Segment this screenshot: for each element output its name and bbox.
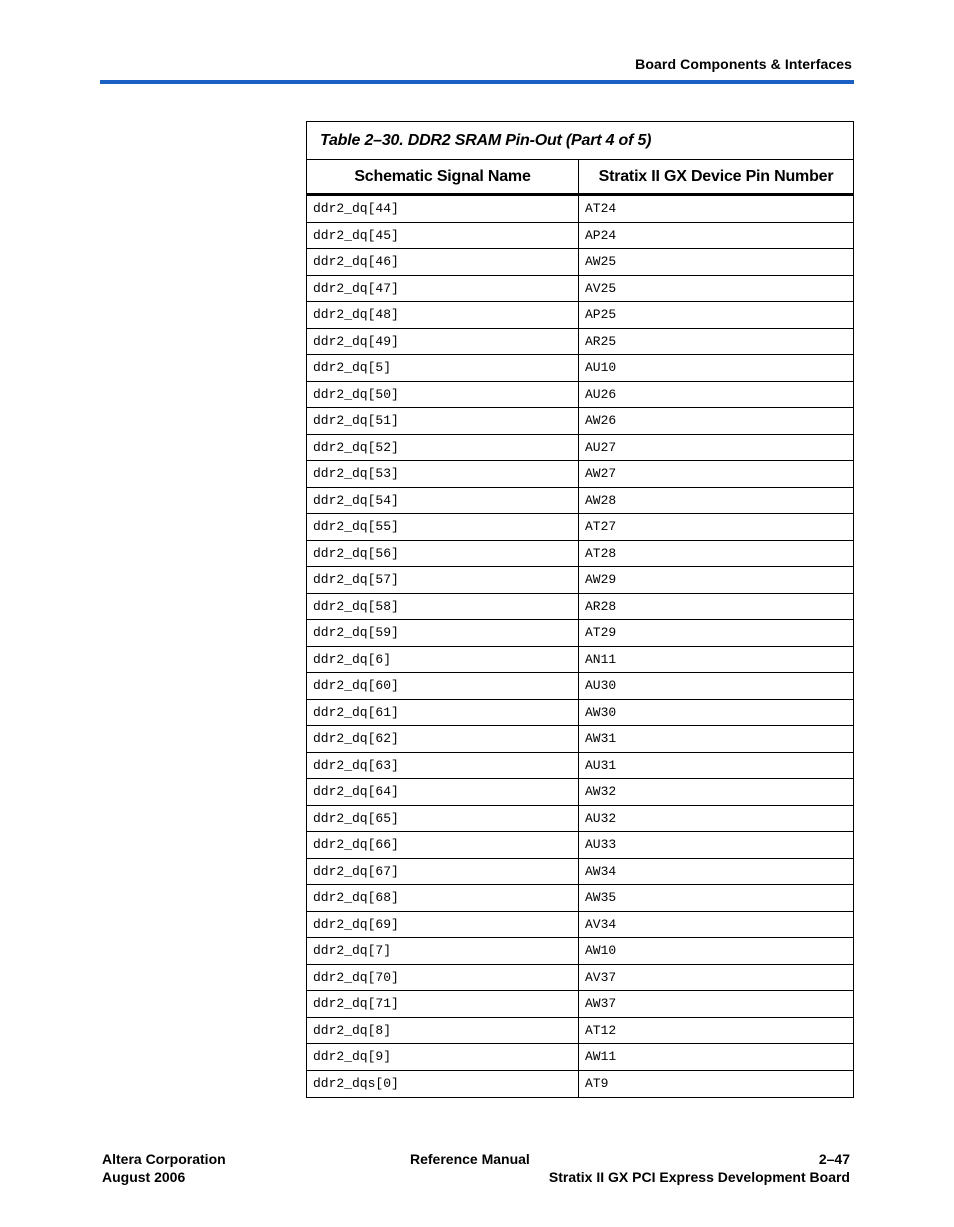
table-row [307, 567, 853, 594]
table-row [307, 832, 853, 859]
table-caption: Table 2–30. DDR2 SRAM Pin-Out (Part 4 of 5) [307, 122, 853, 160]
pin-number-cell: AN11 [585, 651, 617, 667]
table-row [307, 223, 853, 250]
pin-number-cell: AW30 [585, 704, 617, 720]
pin-number-cell: AW32 [585, 784, 617, 799]
footer-date: August 2006 [102, 1169, 186, 1185]
pin-number-cell: AW26 [585, 413, 617, 428]
signal-name-cell: ddr2_dq[71] [307, 991, 579, 1017]
header-rule [100, 80, 854, 84]
pin-number-cell: AW35 [585, 890, 617, 905]
table-body [307, 196, 853, 1097]
table-row [307, 700, 853, 727]
pinout-table [306, 121, 854, 1098]
table-row [307, 965, 853, 992]
signal-name-cell: ddr2_dq[44] [307, 196, 579, 222]
signal-name-cell: ddr2_dq[53] [307, 461, 579, 487]
table-row [307, 673, 853, 700]
table-row [307, 753, 853, 780]
signal-name-cell: ddr2_dq[7] [307, 938, 579, 964]
signal-name-cell: ddr2_dqs[0] [307, 1071, 579, 1098]
table-row [307, 647, 853, 674]
signal-name-cell: ddr2_dq[57] [307, 567, 579, 593]
pin-number-cell: AU26 [585, 386, 617, 402]
signal-name-cell: ddr2_dq[60] [307, 673, 579, 699]
pin-number-cell: AU10 [585, 360, 617, 375]
signal-name-cell: ddr2_dq[9] [307, 1044, 579, 1070]
table-row [307, 435, 853, 462]
pin-number-cell: AP25 [585, 307, 617, 322]
table-row [307, 885, 853, 912]
table-row [307, 382, 853, 409]
pin-number-cell: AT9 [585, 1075, 609, 1091]
pin-number-cell: AR28 [585, 598, 617, 614]
column-header-pin-number: Stratix II GX Device Pin Number [598, 168, 834, 185]
signal-name-cell: ddr2_dq[66] [307, 832, 579, 858]
signal-name-cell: ddr2_dq[59] [307, 620, 579, 646]
table-row [307, 594, 853, 621]
footer-company: Altera Corporation [102, 1151, 226, 1167]
signal-name-cell: ddr2_dq[49] [307, 329, 579, 355]
pin-number-cell: AU33 [585, 837, 617, 852]
table-row [307, 408, 853, 435]
signal-name-cell: ddr2_dq[46] [307, 249, 579, 275]
signal-name-cell: ddr2_dq[67] [307, 859, 579, 885]
table-row [307, 461, 853, 488]
signal-name-cell: ddr2_dq[5] [307, 355, 579, 381]
signal-name-cell: ddr2_dq[58] [307, 594, 579, 620]
table-row [307, 806, 853, 833]
signal-name-cell: ddr2_dq[50] [307, 382, 579, 408]
footer-left [102, 1150, 226, 1186]
signal-name-cell: ddr2_dq[62] [307, 726, 579, 752]
table-row [307, 196, 853, 223]
pin-number-cell: AU31 [585, 757, 617, 773]
table-row [307, 991, 853, 1018]
column-header-signal-name: Schematic Signal Name [307, 160, 579, 193]
pin-number-cell: AU27 [585, 439, 617, 455]
table-row [307, 1044, 853, 1071]
signal-name-cell: ddr2_dq[69] [307, 912, 579, 938]
signal-name-cell: ddr2_dq[48] [307, 302, 579, 328]
table-row [307, 249, 853, 276]
pin-number-cell: AT28 [585, 545, 617, 561]
table-row [307, 620, 853, 647]
table-row [307, 488, 853, 515]
footer-page-number: 2–47 [818, 1151, 850, 1167]
signal-name-cell: ddr2_dq[70] [307, 965, 579, 991]
table-row [307, 726, 853, 753]
pin-number-cell: AW10 [585, 943, 617, 958]
table-row [307, 514, 853, 541]
table-row [307, 859, 853, 886]
signal-name-cell: ddr2_dq[65] [307, 806, 579, 832]
pin-number-cell: AP24 [585, 227, 617, 243]
footer-doc-type: Reference Manual [410, 1151, 530, 1167]
signal-name-cell: ddr2_dq[55] [307, 514, 579, 540]
signal-name-cell: ddr2_dq[56] [307, 541, 579, 567]
table-row [307, 329, 853, 356]
pin-number-cell: AT27 [585, 519, 617, 534]
pin-number-cell: AW37 [585, 996, 617, 1011]
pin-number-cell: AT12 [585, 1022, 617, 1038]
signal-name-cell: ddr2_dq[52] [307, 435, 579, 461]
table-row [307, 276, 853, 303]
pin-number-cell: AV25 [585, 280, 617, 296]
signal-name-cell: ddr2_dq[64] [307, 779, 579, 805]
signal-name-cell: ddr2_dq[54] [307, 488, 579, 514]
pin-number-cell: AW28 [585, 492, 617, 508]
signal-name-cell: ddr2_dq[45] [307, 223, 579, 249]
footer-doc-title: Stratix II GX PCI Express Development Board [548, 1169, 850, 1185]
pin-number-cell: AW29 [585, 572, 617, 587]
pin-number-cell: AV37 [585, 969, 617, 985]
signal-name-cell: ddr2_dq[6] [307, 647, 579, 673]
signal-name-cell: ddr2_dq[8] [307, 1018, 579, 1044]
footer-center [410, 1150, 530, 1168]
table-header-row [307, 160, 853, 196]
signal-name-cell: ddr2_dq[61] [307, 700, 579, 726]
table-row [307, 938, 853, 965]
pin-number-cell: AT29 [585, 625, 617, 640]
signal-name-cell: ddr2_dq[51] [307, 408, 579, 434]
pin-number-cell: AV34 [585, 916, 617, 932]
signal-name-cell: ddr2_dq[63] [307, 753, 579, 779]
signal-name-cell: ddr2_dq[68] [307, 885, 579, 911]
pin-number-cell: AW31 [585, 731, 617, 746]
running-header: Board Components & Interfaces [635, 56, 852, 72]
table-row [307, 779, 853, 806]
pin-number-cell: AW34 [585, 863, 617, 879]
pin-number-cell: AW25 [585, 254, 617, 269]
table-row [307, 302, 853, 329]
footer-right [549, 1150, 850, 1186]
pin-number-cell: AU30 [585, 678, 617, 693]
table-row [307, 1018, 853, 1045]
pin-number-cell: AW11 [585, 1049, 617, 1064]
table-row [307, 541, 853, 568]
pin-number-cell: AW27 [585, 466, 617, 481]
table-row [307, 355, 853, 382]
pin-number-cell: AT24 [585, 201, 617, 216]
pin-number-cell: AU32 [585, 810, 617, 826]
signal-name-cell: ddr2_dq[47] [307, 276, 579, 302]
table-row [307, 912, 853, 939]
table-row [307, 1071, 853, 1098]
pin-number-cell: AR25 [585, 333, 617, 349]
